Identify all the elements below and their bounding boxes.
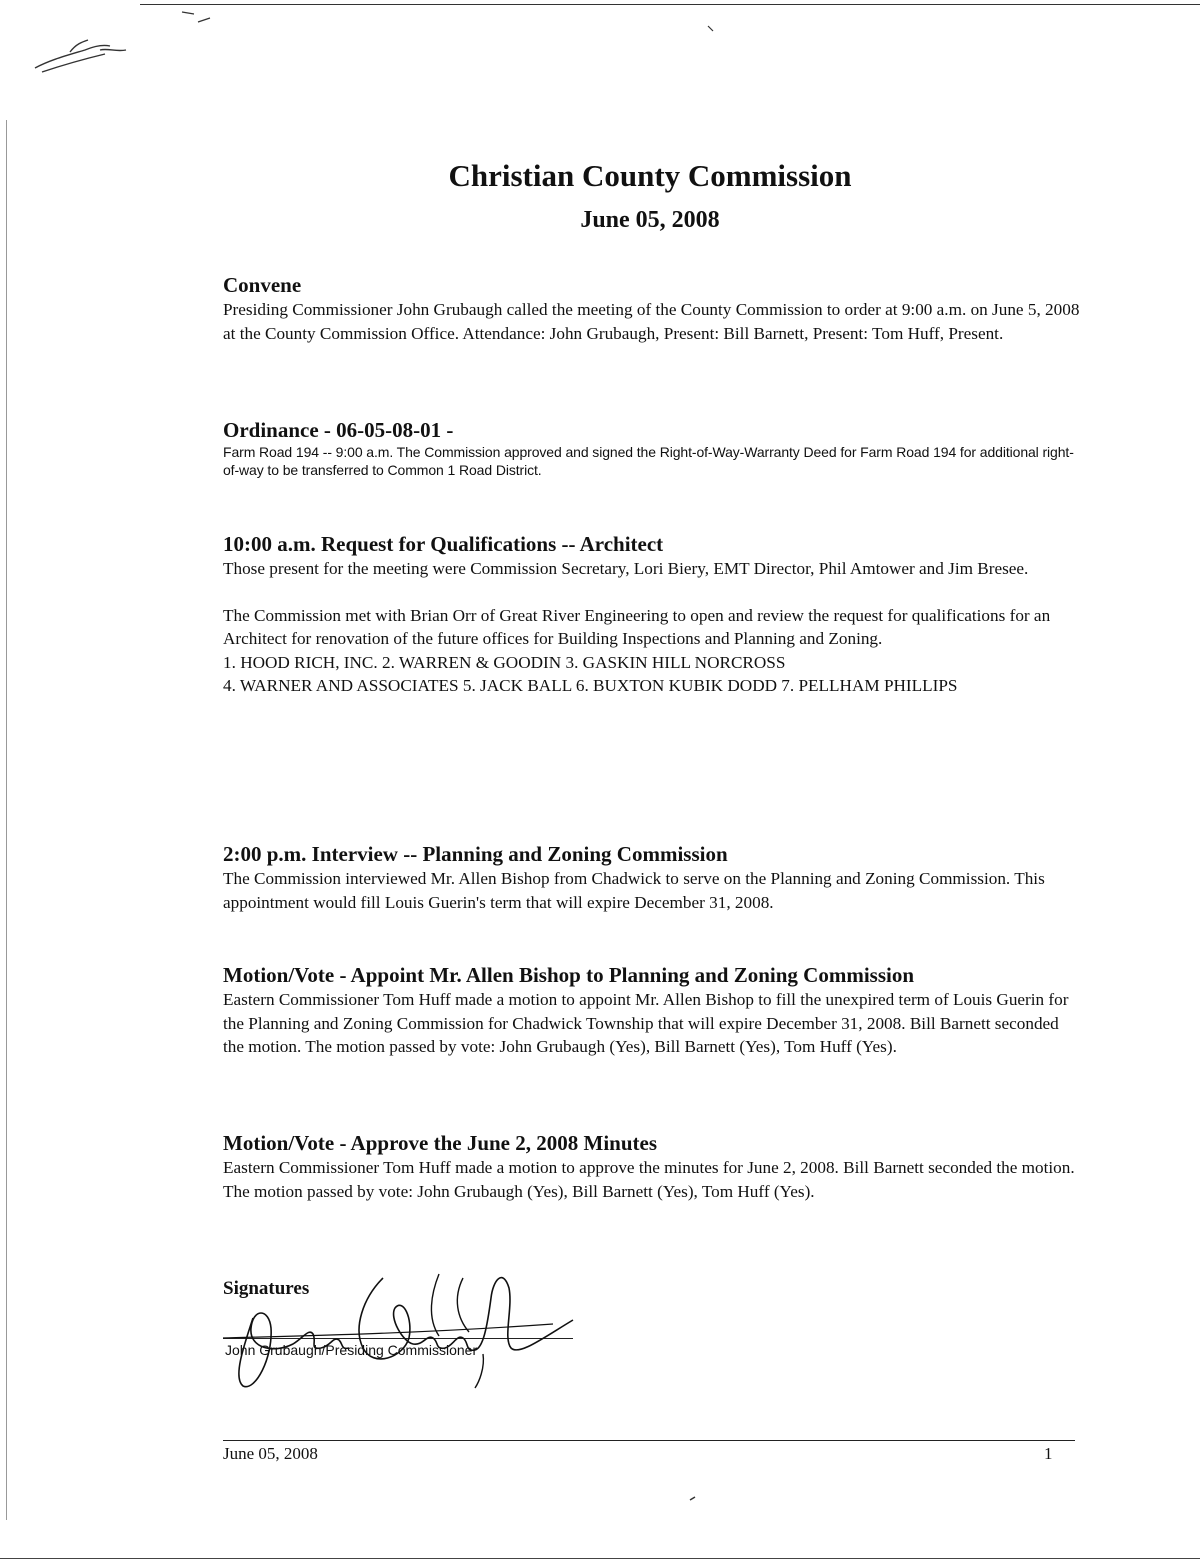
scan-edge-bottom [0,1558,1200,1559]
section-paragraph: Eastern Commissioner Tom Huff made a motion to approve the minutes for June 2, 2008. Bill Barnett seconded the motion. The motion passed by vote: John Grubaugh (Yes), Bill Barnett (Yes), Tom Huff (Yes). [223,1158,1075,1201]
section-motion-appoint [223,962,1083,1059]
signatures-heading: Signatures [223,1278,310,1299]
section-interview [223,841,1083,914]
scan-edge-top [140,4,1200,5]
scan-mark [180,8,220,28]
document-title: Christian County Commission [448,158,852,193]
section-request-for-qualifications [223,531,1083,698]
margin-scribble [30,30,140,80]
scan-edge-left [6,120,7,1520]
section-paragraph: Eastern Commissioner Tom Huff made a motion to appoint Mr. Allen Bishop to fill the unexpired term of Louis Guerin for the Planning and Zoning Commission for Chadwick Township that will expire December 31, 2008. Bill Barnett seconded the motion. The motion passed by vote: John Grubaugh (Yes), Bill Barnett (Yes), Tom Huff (Yes). [223,990,1069,1056]
section-heading: Convene [223,273,302,297]
section-heading: Motion/Vote - Appoint Mr. Allen Bishop to Planning and Zoning Commission [223,963,915,987]
section-ordinance [223,417,1083,479]
section-paragraph: Those present for the meeting were Commission Secretary, Lori Biery, EMT Director, Phil Amtower and Jim Bresee. [223,559,1029,578]
section-paragraph: Presiding Commissioner John Grubaugh called the meeting of the County Commission to order at 9:00 a.m. on June 5, 2008 at the County Commission Office. Attendance: John Grubaugh, Present: Bill Barnett, Present: Tom Huff, Present. [223,300,1080,343]
section-heading: Ordinance - 06-05-08-01 - [223,418,454,442]
section-heading: 2:00 p.m. Interview -- Planning and Zoning Commission [223,842,728,866]
section-paragraph: The Commission interviewed Mr. Allen Bishop from Chadwick to serve on the Planning and Zoning Commission. This appointment would fill Louis Guerin's term that will expire December 31, 2008. [223,869,1045,912]
architect-list-line: 4. WARNER AND ASSOCIATES 5. JACK BALL 6. BUXTON KUBIK DODD 7. PELLHAM PHILLIPS [223,676,958,695]
footer-rule [223,1440,1075,1441]
handwritten-signature [213,1258,593,1398]
section-heading: Motion/Vote - Approve the June 2, 2008 Minutes [223,1131,658,1155]
footer-date: June 05, 2008 [223,1444,318,1463]
signature-caption: John Grubaugh/Presiding Commissioner [225,1342,478,1358]
section-convene [223,272,1083,345]
section-paragraph: The Commission met with Brian Orr of Great River Engineering to open and review the request for qualifications for an Architect for renovation of the future offices for Building Inspections and Planning and Zoning. [223,605,1051,648]
section-heading: 10:00 a.m. Request for Qualifications -- Architect [223,532,664,556]
scan-speck [706,24,716,34]
page-number: 1 [1044,1444,1053,1463]
document-date: June 05, 2008 [580,207,720,233]
architect-list-line: 1. HOOD RICH, INC. 2. WARREN & GOODIN 3. GASKIN HILL NORCROSS [223,652,786,672]
section-paragraph: Farm Road 194 -- 9:00 a.m. The Commission approved and signed the Right-of-Way-Warranty Deed for Farm Road 194 for additional right-of-way to be transferred to Common 1 Road District. [223,444,1074,478]
scan-speck [688,1494,698,1504]
section-motion-minutes [223,1130,1083,1203]
